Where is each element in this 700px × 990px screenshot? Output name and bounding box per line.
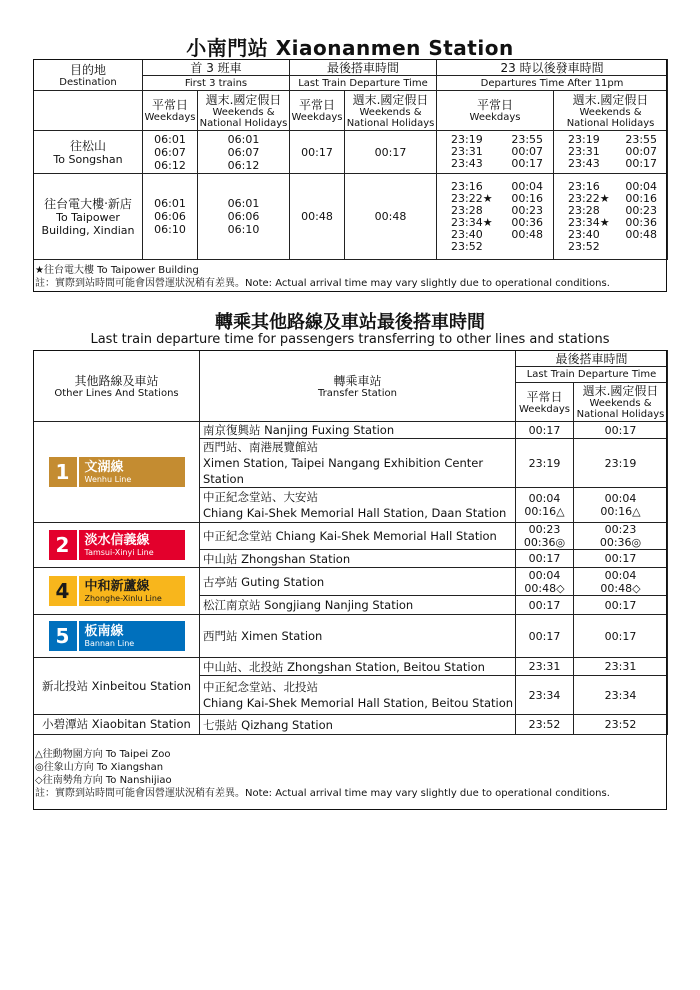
time-value: 00:16 — [511, 191, 544, 205]
time-value: 23:28 — [451, 203, 483, 217]
last-weekends-cell: 00:17 — [345, 131, 437, 174]
transfer-row — [34, 658, 668, 676]
time-value: 23:52 — [568, 239, 600, 253]
time-value: 23:55 — [511, 133, 544, 146]
time-value: 23:40 — [451, 227, 483, 241]
weekends-time-cell: 23:52 — [574, 715, 668, 735]
last-weekdays-cell: 00:17 — [290, 131, 345, 174]
transfer-station-cell: 中正紀念堂站、大安站 Chiang Kai-Shek Memorial Hall Station, Daan Station — [200, 488, 516, 523]
transfer-station-cell: 南京復興站 Nanjing Fuxing Station — [200, 422, 516, 439]
time-value: 06:06 — [227, 210, 260, 223]
transfer-station-cell: 中山站、北投站 Zhongshan Station, Beitou Station — [200, 658, 516, 676]
time-pair — [554, 193, 667, 205]
weekends-time-cell: 00:23 00:36◎ — [574, 523, 668, 550]
first-trains-header-en: First 3 trains — [143, 76, 290, 91]
transfer-station-cell: 西門站、南港展覽館站 Ximen Station, Taipei Nangang Exhibition Center Station — [200, 439, 516, 488]
after-weekdays-cell — [437, 174, 554, 260]
weekends-time-cell: 23:19 — [574, 439, 668, 488]
time-value: 23:31 — [568, 145, 600, 158]
time-value: 23:34★ — [568, 215, 610, 229]
time-pair — [437, 158, 553, 170]
line-badge-cell — [34, 615, 200, 658]
timetable-notes — [35, 264, 667, 290]
note-line: △往動物園方向 To Taipei Zoo — [35, 749, 171, 760]
line-badge-cell — [34, 523, 200, 568]
weekdays-time-cell: 00:04 00:16△ — [516, 488, 574, 523]
time-value: 00:17 — [511, 157, 544, 170]
line-badge — [49, 530, 185, 560]
weekends-time-cell: 00:17 — [574, 422, 668, 439]
transfer-row — [34, 523, 668, 550]
time-value: 23:22★ — [451, 191, 493, 205]
after-weekdays-cell — [437, 131, 554, 174]
note-line: ◇往南勢角方向 To Nanshijiao — [35, 775, 172, 786]
last-weekends-cell: 00:48 — [345, 174, 437, 260]
first-weekdays-cell — [143, 174, 198, 260]
time-value: 23:31 — [451, 145, 483, 158]
time-pair — [437, 217, 553, 229]
time-value: 00:36 — [625, 215, 658, 229]
time-value: 23:43 — [568, 157, 600, 170]
time-value: 23:55 — [625, 133, 658, 146]
transfer-station-cell: 中山站 Zhongshan Station — [200, 550, 516, 568]
other-station-cell: 新北投站 Xinbeitou Station — [34, 658, 200, 715]
time-pair — [437, 241, 553, 253]
weekends-time-cell: 00:17 — [574, 596, 668, 615]
weekdays-time-cell: 00:17 — [516, 550, 574, 568]
after-weekends-cell — [554, 131, 668, 174]
time-value: 00:07 — [511, 145, 544, 158]
time-pair — [554, 205, 667, 217]
transfer-station-cell: 中正紀念堂站 Chiang Kai-Shek Memorial Hall Station — [200, 523, 516, 550]
first-trains-header-zh: 首 3 班車 — [143, 60, 290, 76]
time-value: 23:34★ — [451, 215, 493, 229]
time-pair — [554, 241, 667, 253]
time-value: 00:16 — [625, 191, 658, 205]
weekdays-header: 平常日 Weekdays — [437, 91, 554, 131]
station-title: 小南門站 Xiaonanmen Station — [186, 36, 514, 60]
other-lines-header: 其他路線及車站 Other Lines And Stations — [34, 351, 200, 422]
time-value: 06:01 — [154, 197, 186, 210]
transfer-station-cell: 西門站 Ximen Station — [200, 615, 516, 658]
time-value: 06:12 — [154, 158, 186, 172]
weekdays-time-cell: 23:52 — [516, 715, 574, 735]
weekends-time-cell: 00:17 — [574, 615, 668, 658]
weekdays-time-cell: 00:17 — [516, 596, 574, 615]
line-badge — [49, 621, 185, 651]
weekdays-time-cell: 00:17 — [516, 615, 574, 658]
time-value: 06:12 — [227, 158, 260, 172]
transfer-title: 轉乘其他路線及車站最後搭車時間 — [215, 312, 485, 333]
weekends-time-cell: 23:31 — [574, 658, 668, 676]
time-value: 23:28 — [568, 203, 600, 217]
time-pair — [554, 217, 667, 229]
weekdays-time-cell: 23:34 — [516, 676, 574, 715]
weekends-time-cell: 00:04 00:16△ — [574, 488, 668, 523]
time-value: 23:16 — [451, 179, 483, 193]
last-train-header-zh: 最後搭車時間 — [290, 60, 437, 76]
weekdays-time-cell: 23:19 — [516, 439, 574, 488]
line-name: 中和新蘆線 Zhonghe-Xinlu Line — [79, 576, 185, 606]
time-value: 23:19 — [568, 133, 600, 146]
line-name: 板南線 Bannan Line — [79, 621, 185, 651]
time-value: 06:01 — [154, 132, 186, 146]
time-value: 06:07 — [227, 145, 260, 159]
line-number: 1 — [49, 457, 79, 487]
weekdays-time-cell: 00:23 00:36◎ — [516, 523, 574, 550]
transfer-station-cell: 古亭站 Guting Station — [200, 568, 516, 596]
time-value: 23:16 — [568, 179, 600, 193]
line-badge — [49, 457, 185, 487]
line-number: 4 — [49, 576, 79, 606]
weekends-header: 週末.國定假日 Weekends & National Holidays — [574, 383, 668, 422]
time-value: 00:48 — [625, 227, 658, 241]
note-line: 註：實際到站時間可能會因營運狀況稍有差異。Note: Actual arrival time may vary slightly due to operational conditions. — [35, 278, 610, 289]
weekdays-time-cell: 23:31 — [516, 658, 574, 676]
weekdays-header: 平常日 Weekdays — [290, 91, 345, 131]
time-value: 00:23 — [625, 203, 658, 217]
line-badge-cell — [34, 422, 200, 523]
weekends-time-cell: 23:34 — [574, 676, 668, 715]
transfer-row — [34, 422, 668, 439]
time-pair — [554, 158, 667, 170]
time-value: 23:43 — [451, 157, 483, 170]
note-line: ★往台電大樓 To Taipower Building — [35, 265, 199, 276]
time-value: 00:23 — [511, 203, 544, 217]
time-value: 23:40 — [568, 227, 600, 241]
weekdays-header: 平常日 Weekdays — [516, 383, 574, 422]
time-value: 00:48 — [511, 227, 544, 241]
weekdays-time-cell: 00:04 00:48◇ — [516, 568, 574, 596]
time-value: 23:19 — [451, 133, 483, 146]
time-value: 06:10 — [154, 223, 186, 236]
time-pair — [437, 205, 553, 217]
transfer-station-header: 轉乘車站 Transfer Station — [200, 351, 516, 422]
time-value: 23:22★ — [568, 191, 610, 205]
last-train-header-en: Last Train Departure Time — [516, 367, 668, 383]
time-value: 06:07 — [154, 145, 186, 159]
time-pair — [437, 181, 553, 193]
weekends-header: 週末.國定假日 Weekends & National Holidays — [198, 91, 290, 131]
last-train-header-zh: 最後搭車時間 — [516, 351, 668, 367]
destination-cell: 往台電大樓‧新店 To Taipower Building, Xindian — [34, 174, 143, 260]
transfer-station-cell: 七張站 Qizhang Station — [200, 715, 516, 735]
line-name: 淡水信義線 Tamsui-Xinyi Line — [79, 530, 185, 560]
line-badge — [49, 576, 185, 606]
time-pair — [437, 193, 553, 205]
after-weekends-cell — [554, 174, 668, 260]
after-11pm-header-zh: 23 時以後發車時間 — [437, 60, 668, 76]
after-11pm-header-en: Departures Time After 11pm — [437, 76, 668, 91]
time-value: 23:52 — [451, 239, 483, 253]
transfer-row — [34, 715, 668, 735]
transfer-station-cell: 松江南京站 Songjiang Nanjing Station — [200, 596, 516, 615]
weekdays-time-cell: 00:17 — [516, 422, 574, 439]
weekends-time-cell: 00:17 — [574, 550, 668, 568]
destination-header: 目的地 Destination — [34, 60, 143, 91]
first-weekends-cell — [198, 131, 290, 174]
time-value: 00:17 — [625, 157, 658, 170]
line-name: 文湖線 Wenhu Line — [79, 457, 185, 487]
weekends-header: 週末.國定假日 Weekends & National Holidays — [345, 91, 437, 131]
destination-cell: 往松山 To Songshan — [34, 131, 143, 174]
last-train-header-en: Last Train Departure Time — [290, 76, 437, 91]
timetable-row — [34, 174, 668, 260]
transfer-row — [34, 568, 668, 596]
time-value: 06:10 — [227, 223, 260, 236]
note-line: 註：實際到站時間可能會因營運狀況稍有差異。Note: Actual arrival time may vary slightly due to operational conditions. — [35, 788, 610, 799]
line-number: 5 — [49, 621, 79, 651]
other-station-cell: 小碧潭站 Xiaobitan Station — [34, 715, 200, 735]
timetable-row — [34, 131, 668, 174]
time-value: 00:04 — [625, 179, 658, 193]
first-weekdays-cell — [143, 131, 198, 174]
time-value: 06:01 — [227, 132, 260, 146]
time-value: 00:36 — [511, 215, 544, 229]
weekends-time-cell: 00:04 00:48◇ — [574, 568, 668, 596]
time-pair — [554, 181, 667, 193]
weekends-header: 週末.國定假日 Weekends & National Holidays — [554, 91, 668, 131]
transfer-subtitle: Last train departure time for passengers transferring to other lines and stations — [90, 332, 610, 347]
time-value: 00:07 — [625, 145, 658, 158]
line-number: 2 — [49, 530, 79, 560]
weekdays-header: 平常日 Weekdays — [143, 91, 198, 131]
time-pair — [437, 229, 553, 241]
transfer-notes — [35, 748, 667, 800]
note-line: ◎往象山方向 To Xiangshan — [35, 762, 164, 773]
time-value: 06:06 — [154, 210, 186, 223]
time-value: 00:04 — [511, 179, 544, 193]
line-badge-cell — [34, 568, 200, 615]
timetable — [33, 59, 668, 260]
transfer-table — [33, 350, 668, 735]
transfer-row — [34, 615, 668, 658]
time-pair — [554, 229, 667, 241]
last-weekdays-cell: 00:48 — [290, 174, 345, 260]
first-weekends-cell — [198, 174, 290, 260]
transfer-station-cell: 中正紀念堂站、北投站 Chiang Kai-Shek Memorial Hall Station, Beitou Station — [200, 676, 516, 715]
time-value: 06:01 — [227, 197, 260, 210]
